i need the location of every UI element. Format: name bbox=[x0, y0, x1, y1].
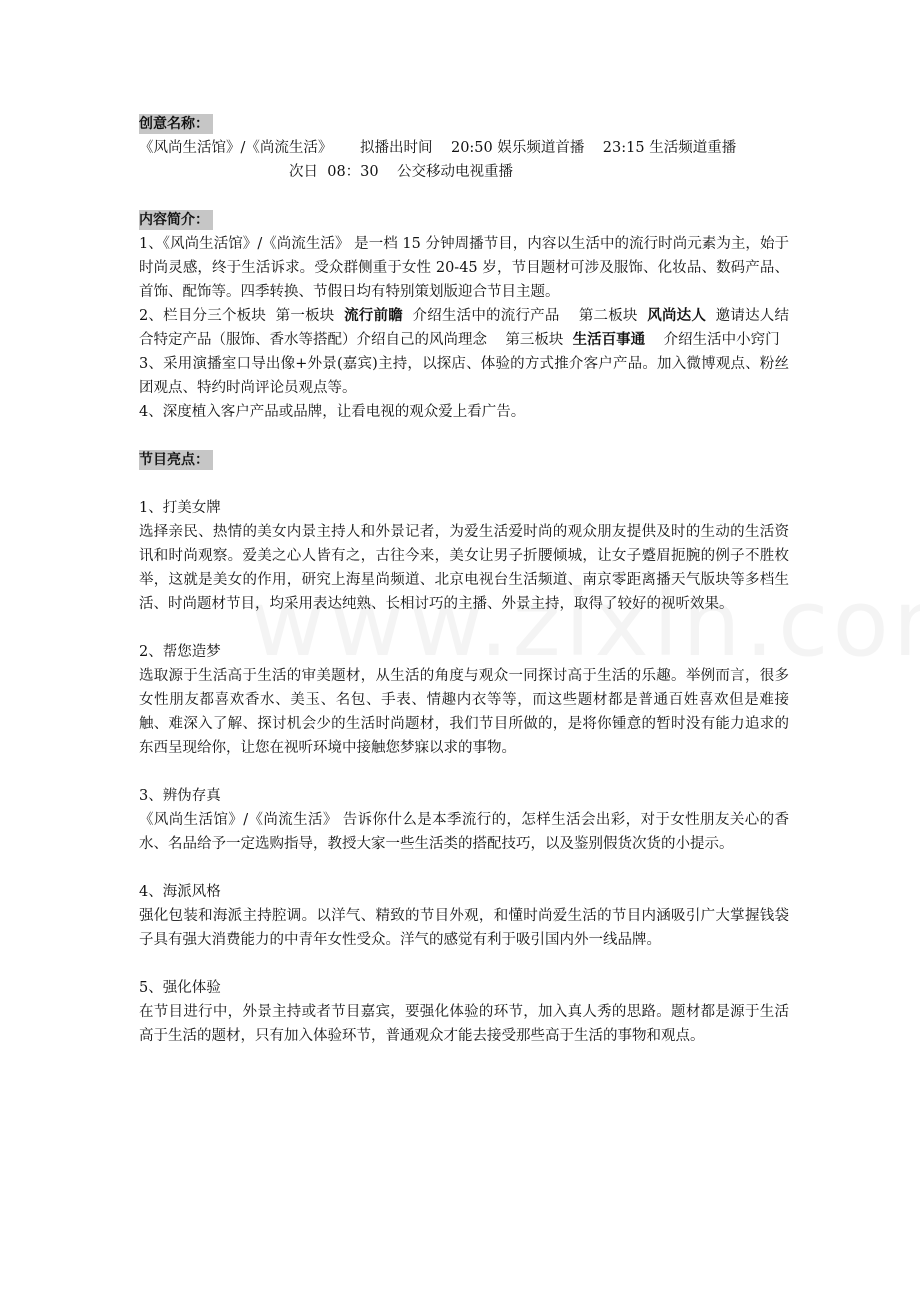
section-heading: 内容简介： bbox=[139, 210, 213, 230]
highlight-title: 1、打美女牌 bbox=[139, 500, 221, 516]
spacer bbox=[139, 616, 789, 640]
section-content-intro bbox=[139, 208, 789, 232]
spacer bbox=[139, 424, 789, 448]
spacer bbox=[139, 952, 789, 976]
intro-item-3: 3、采用演播室口导出像+外景(嘉宾)主持，以探店、体验的方式推介客户产品。加入微博观点、粉丝团观点、特约时尚评论员观点等。 bbox=[139, 356, 789, 396]
intro-item-2-text: 2、栏目分三个板块 第一板块 bbox=[139, 308, 345, 324]
intro-item-2-text: 邀请达人结合特定产品（服饰、香水等搭配）介绍自己的风尚理念 第三板块 bbox=[139, 308, 789, 348]
intro-item-2 bbox=[139, 304, 789, 352]
highlight-body: 选择亲民、热情的美女内景主持人和外景记者，为爱生活爱时尚的观众朋友提供及时的生动的生活资讯和时尚观察。爱美之心人皆有之，古往今来，美女让男子折腰倾城，让女子蹙眉扼腕的例子不胜枚举，这就是美女的作用，研究上海星尚频道、北京电视台生活频道、南京零距离播天气版块等多档生活、时尚题材节目，均采用表达纯熟、长相讨巧的主播、外景主持，取得了较好的视听效果。 bbox=[139, 524, 789, 612]
segment-name-life-tips: 生活百事通 bbox=[572, 332, 646, 348]
section-highlights bbox=[139, 448, 789, 472]
highlight-title: 3、辨伪存真 bbox=[139, 788, 221, 804]
highlight-body: 《风尚生活馆》/《尚流生活》 告诉你什么是本季流行的，怎样生活会出彩，对于女性朋友关心的香水、名品给予一定选购指导，教授大家一些生活类的搭配技巧，以及鉴别假货次货的小提示。 bbox=[139, 812, 789, 852]
intro-item-2-text: 介绍生活中的流行产品 第二板块 bbox=[402, 308, 648, 324]
intro-item-2-text: 介绍生活中小窍门 bbox=[645, 332, 780, 348]
highlight-body: 在节目进行中，外景主持或者节目嘉宾，要强化体验的环节，加入真人秀的思路。题材都是源于生活高于生活的题材，只有加入体验环节，普通观众才能去接受那些高于生活的事物和观点。 bbox=[139, 1004, 789, 1044]
spacer bbox=[139, 760, 789, 784]
highlight-body: 强化包装和海派主持腔调。以洋气、精致的节目外观，和懂时尚爱生活的节目内涵吸引广大掌握钱袋子具有强大消费能力的中青年女性受众。洋气的感觉有利于吸引国内外一线品牌。 bbox=[139, 908, 789, 948]
highlight-title: 2、帮您造梦 bbox=[139, 644, 221, 660]
spacer bbox=[139, 184, 789, 208]
highlight-body: 选取源于生活高于生活的审美题材，从生活的角度与观众一同探讨高于生活的乐趣。举例而言，很多女性朋友都喜欢香水、美玉、名包、手表、情趣内衣等等，而这些题材都是普通百姓喜欢但是难接触、难深入了解、探讨机会少的生活时尚题材，我们节目所做的，是将你锺意的暂时没有能力追求的东西呈现给你，让您在视听环境中接触您梦寐以求的事物。 bbox=[139, 668, 789, 756]
intro-item-4: 4、深度植入客户产品或品牌，让看电视的观众爱上看广告。 bbox=[139, 404, 526, 420]
spacer bbox=[139, 856, 789, 880]
highlight-title: 5、强化体验 bbox=[139, 980, 221, 996]
section-heading: 创意名称： bbox=[139, 114, 213, 134]
section-title-name bbox=[139, 112, 789, 136]
document-page bbox=[139, 112, 789, 1048]
segment-name-fashionista: 风尚达人 bbox=[647, 308, 707, 324]
intro-item-1: 1、《风尚生活馆》/《尚流生活》 是一档 15 分钟周播节目，内容以生活中的流行时尚元素为主，始于时尚灵感，终于生活诉求。受众群侧重于女性 20-45 岁，节目题材可涉及服饰、化妆品、数码产品、首饰、配饰等。四季转换、节假日均有特别策划版迎合节目主题。 bbox=[139, 236, 789, 300]
program-name-line: 《风尚生活馆》/《尚流生活》 拟播出时间 20:50 娱乐频道首播 23:15 生活频道重播 bbox=[139, 140, 737, 156]
section-heading: 节目亮点： bbox=[139, 450, 213, 470]
spacer bbox=[139, 472, 789, 496]
highlight-title: 4、海派风格 bbox=[139, 884, 221, 900]
segment-name-trend: 流行前瞻 bbox=[344, 308, 403, 324]
rebroadcast-line: 次日 08：30 公交移动电视重播 bbox=[289, 164, 514, 180]
